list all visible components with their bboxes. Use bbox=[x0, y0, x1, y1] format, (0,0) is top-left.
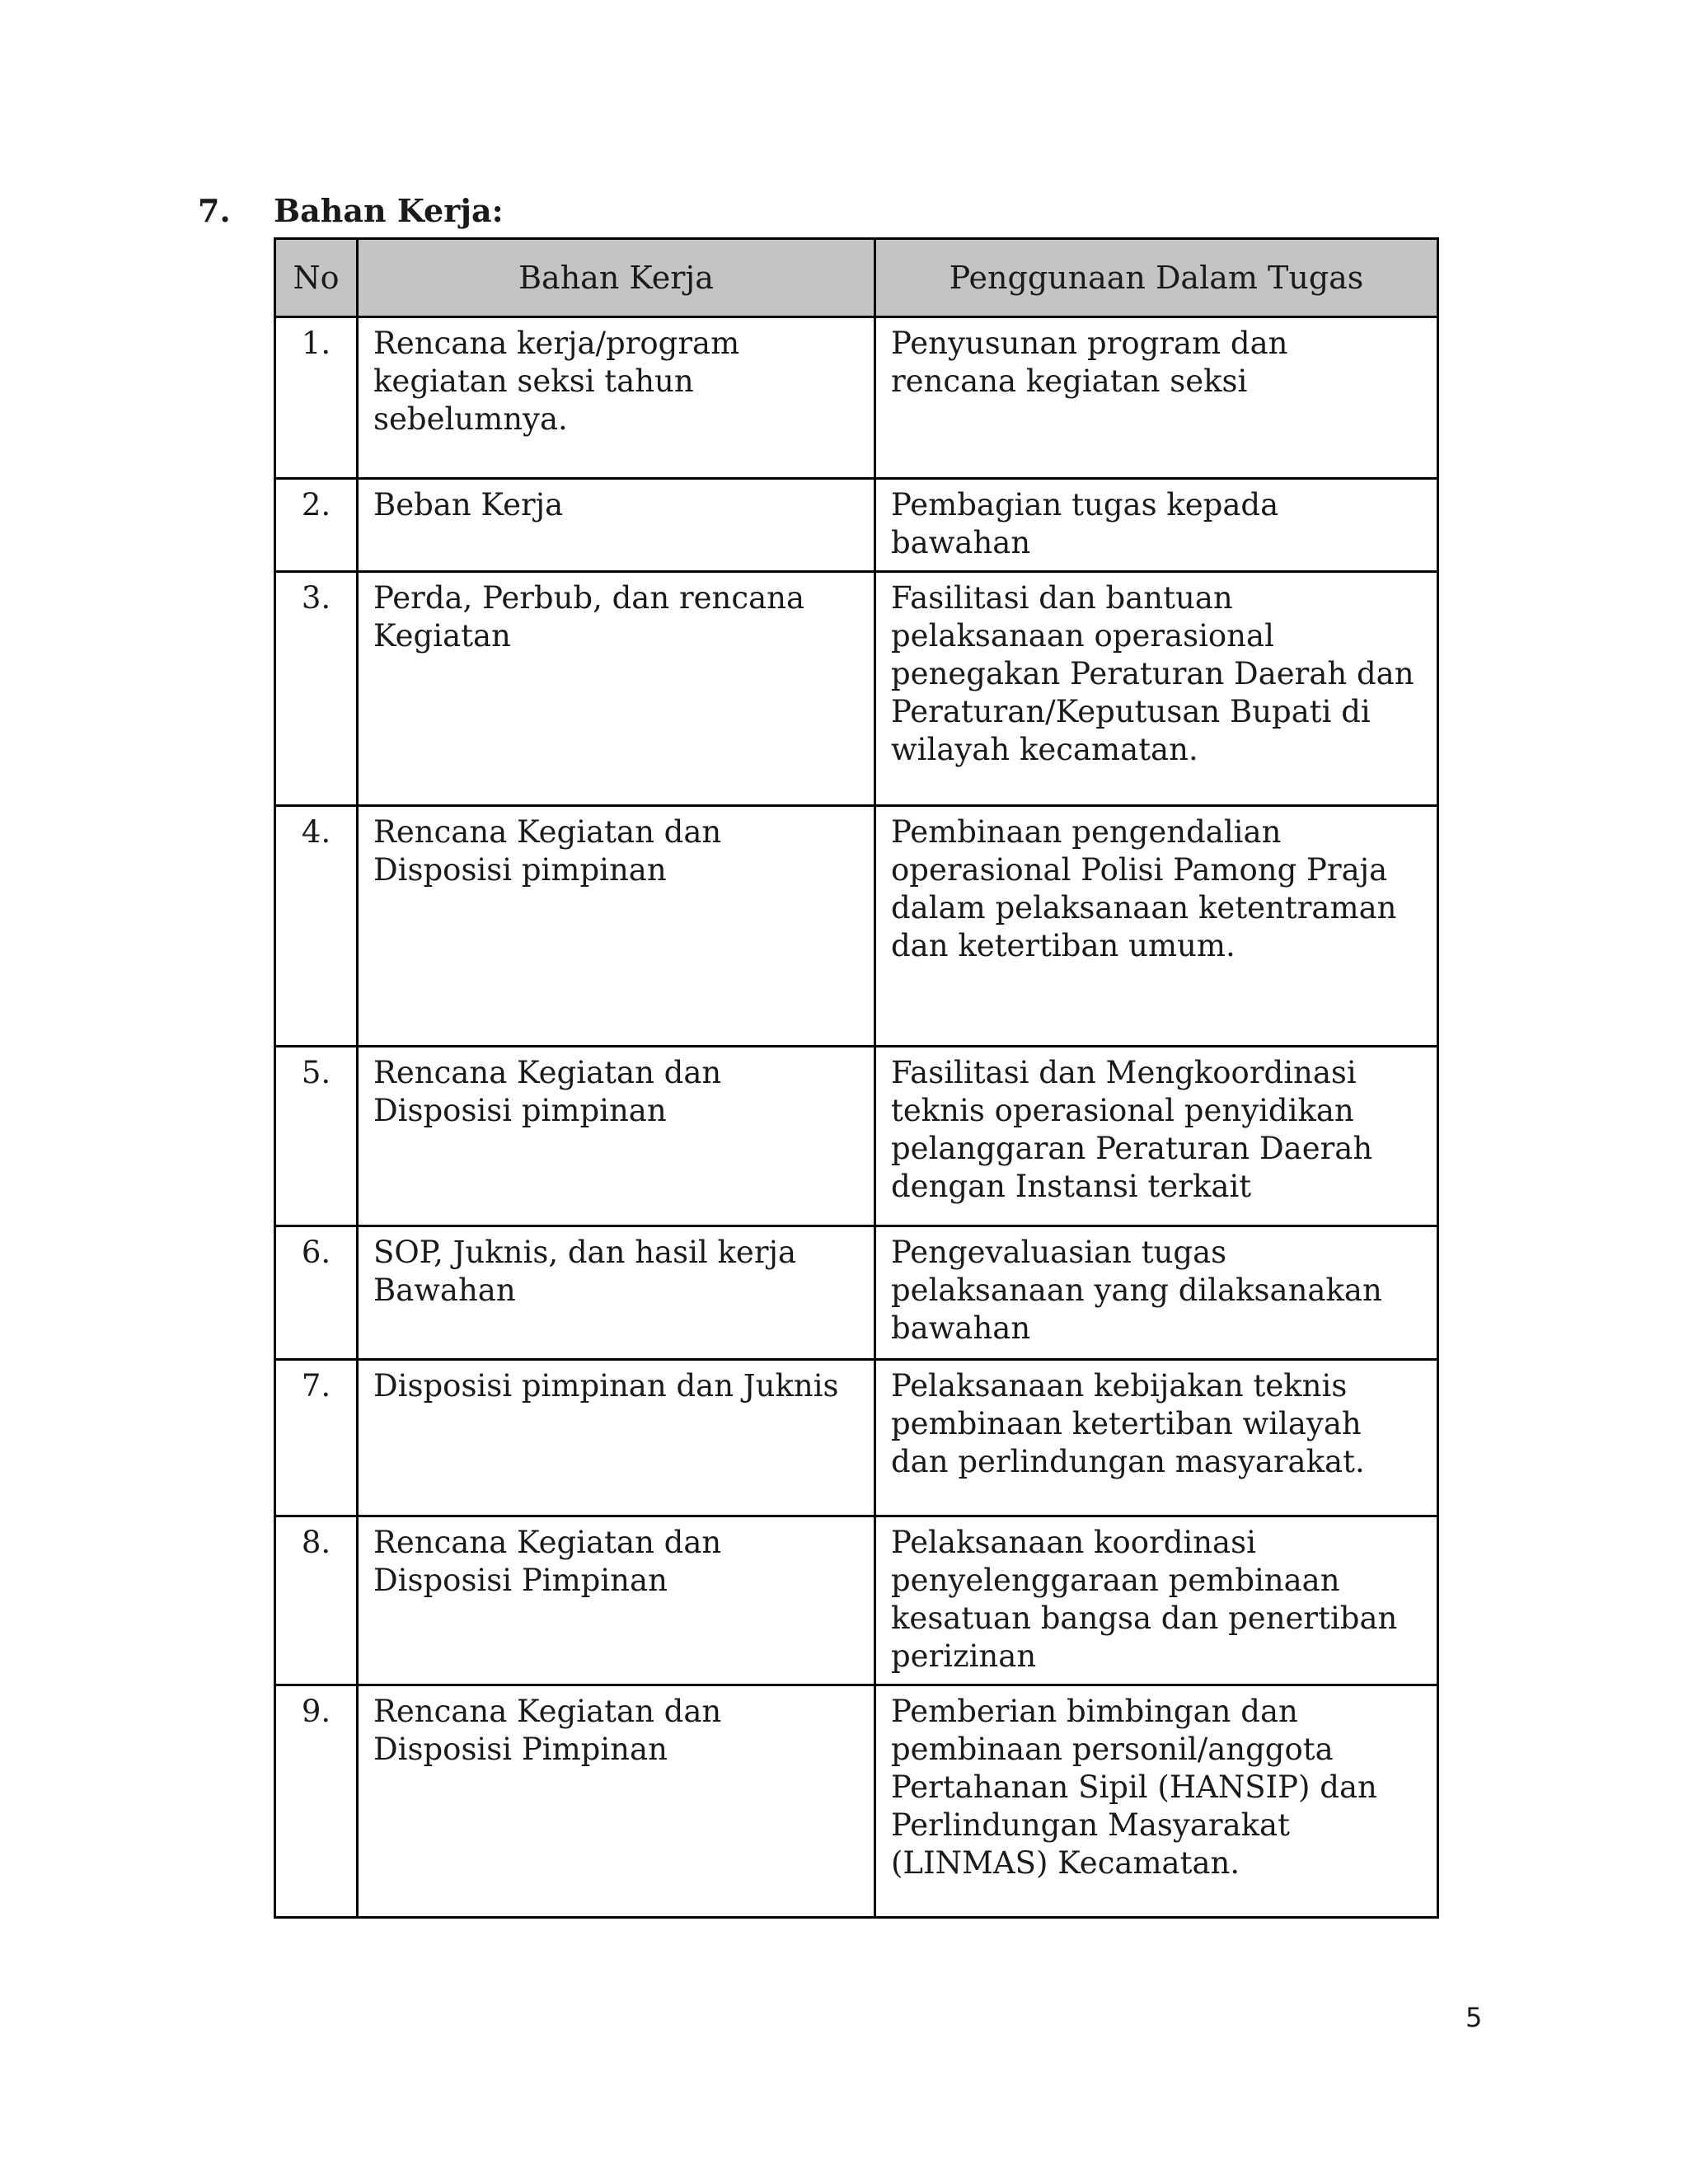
cell-bahan: Beban Kerja bbox=[358, 479, 875, 572]
cell-bahan: Rencana Kegiatan dan Disposisi Pimpinan bbox=[358, 1516, 875, 1685]
header-no: No bbox=[275, 239, 358, 317]
cell-no: 9. bbox=[275, 1685, 358, 1918]
table-row bbox=[275, 1685, 1438, 1918]
cell-penggunaan: Penyusunan program dan rencana kegiatan seksi bbox=[875, 317, 1438, 479]
cell-no: 2. bbox=[275, 479, 358, 572]
cell-bahan: Rencana Kegiatan dan Disposisi Pimpinan bbox=[358, 1685, 875, 1918]
section-number: 7. bbox=[198, 192, 231, 229]
cell-bahan: Rencana Kegiatan dan Disposisi pimpinan bbox=[358, 806, 875, 1047]
table-row bbox=[275, 572, 1438, 806]
cell-bahan: Perda, Perbub, dan rencana Kegiatan bbox=[358, 572, 875, 806]
cell-no: 8. bbox=[275, 1516, 358, 1685]
cell-bahan: SOP, Juknis, dan hasil kerja Bawahan bbox=[358, 1226, 875, 1360]
cell-bahan: Rencana Kegiatan dan Disposisi pimpinan bbox=[358, 1047, 875, 1226]
table-row bbox=[275, 1047, 1438, 1226]
table-row bbox=[275, 806, 1438, 1047]
cell-penggunaan: Pelaksanaan kebijakan teknis pembinaan ketertiban wilayah dan perlindungan masyarakat. bbox=[875, 1360, 1438, 1516]
bahan-kerja-table bbox=[274, 237, 1439, 1919]
header-penggunaan: Penggunaan Dalam Tugas bbox=[875, 239, 1438, 317]
table-row bbox=[275, 317, 1438, 479]
section-heading bbox=[198, 191, 504, 231]
table-row bbox=[275, 1516, 1438, 1685]
cell-penggunaan: Fasilitasi dan Mengkoordinasi teknis operasional penyidikan pelanggaran Peraturan Daerah dengan Instansi terkait bbox=[875, 1047, 1438, 1226]
cell-no: 5. bbox=[275, 1047, 358, 1226]
cell-penggunaan: Pembinaan pengendalian operasional Polisi Pamong Praja dalam pelaksanaan ketentraman dan ketertiban umum. bbox=[875, 806, 1438, 1047]
cell-penggunaan: Pelaksanaan koordinasi penyelenggaraan pembinaan kesatuan bangsa dan penertiban perizinan bbox=[875, 1516, 1438, 1685]
cell-penggunaan: Pengevaluasian tugas pelaksanaan yang dilaksanakan bawahan bbox=[875, 1226, 1438, 1360]
cell-no: 4. bbox=[275, 806, 358, 1047]
table-row bbox=[275, 1226, 1438, 1360]
cell-penggunaan: Pemberian bimbingan dan pembinaan personil/anggota Pertahanan Sipil (HANSIP) dan Perlindungan Masyarakat (LINMAS) Kecamatan. bbox=[875, 1685, 1438, 1918]
cell-no: 3. bbox=[275, 572, 358, 806]
table-row bbox=[275, 1360, 1438, 1516]
cell-no: 7. bbox=[275, 1360, 358, 1516]
header-bahan-kerja: Bahan Kerja bbox=[358, 239, 875, 317]
cell-no: 6. bbox=[275, 1226, 358, 1360]
section-title: Bahan Kerja: bbox=[274, 192, 504, 229]
cell-penggunaan: Pembagian tugas kepada bawahan bbox=[875, 479, 1438, 572]
cell-penggunaan: Fasilitasi dan bantuan pelaksanaan operasional penegakan Peraturan Daerah dan Peraturan/Keputusan Bupati di wilayah kecamatan. bbox=[875, 572, 1438, 806]
table-header-row bbox=[275, 239, 1438, 317]
table-row bbox=[275, 479, 1438, 572]
cell-bahan: Rencana kerja/program kegiatan seksi tahun sebelumnya. bbox=[358, 317, 875, 479]
cell-bahan: Disposisi pimpinan dan Juknis bbox=[358, 1360, 875, 1516]
cell-no: 1. bbox=[275, 317, 358, 479]
page-number: 5 bbox=[1465, 2002, 1483, 2033]
